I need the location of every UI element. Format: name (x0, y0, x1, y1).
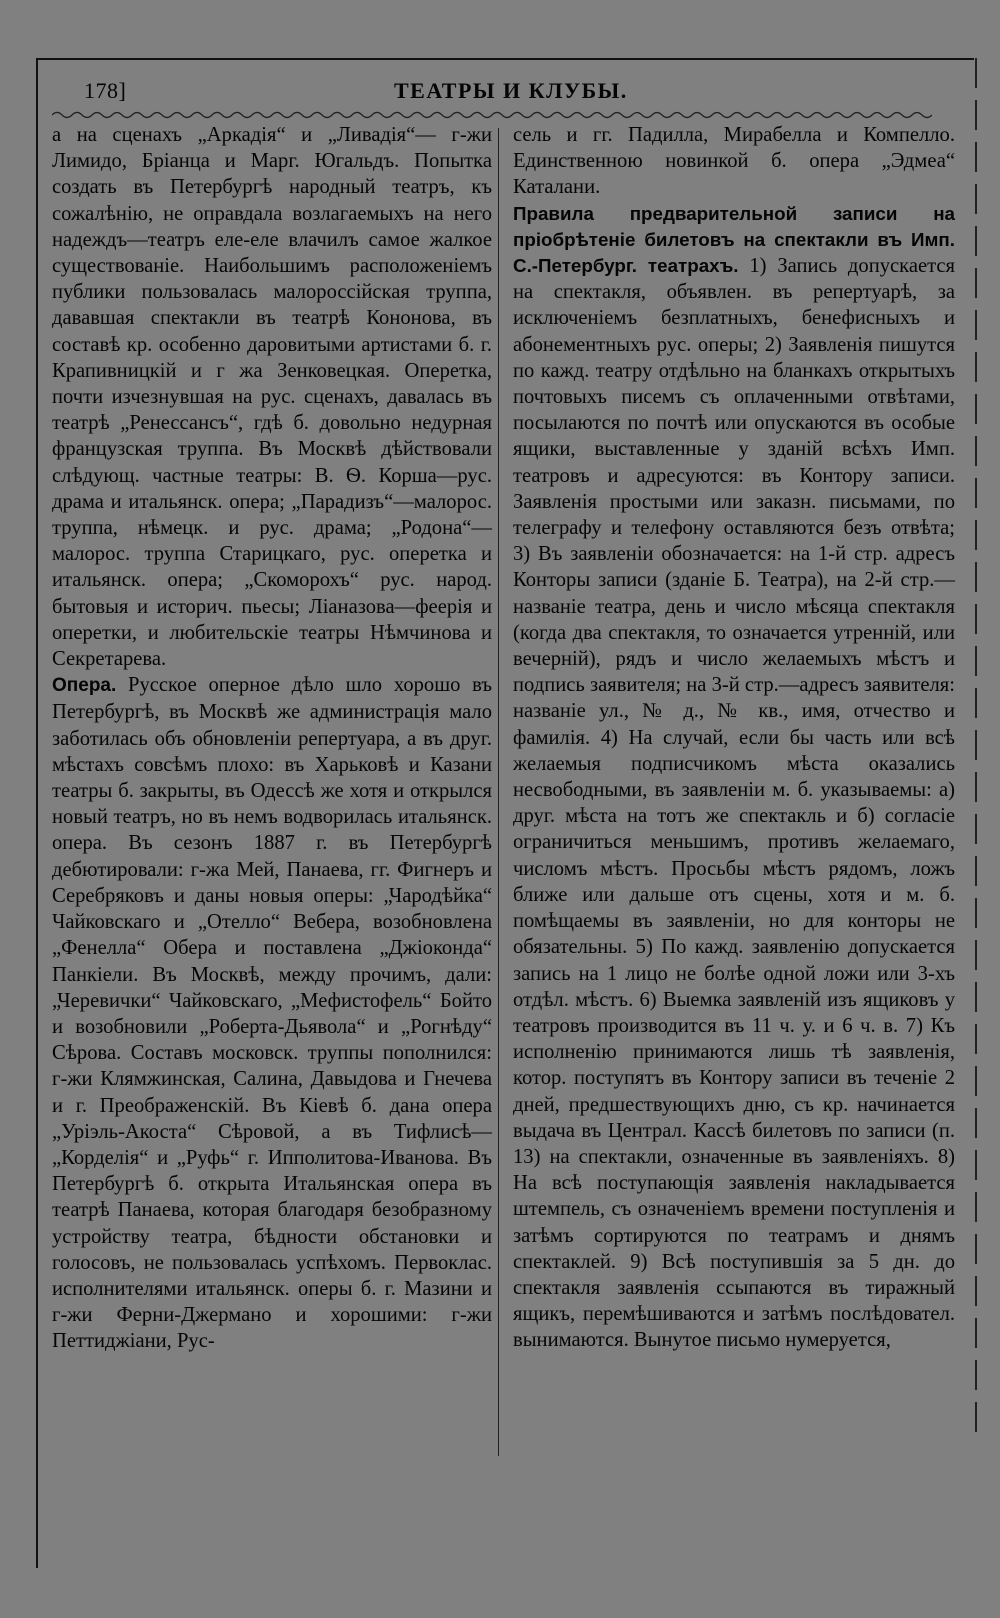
left-paragraph-theatres: а на сценахъ „Аркадія“ и „Ливадія“— г-жи Лимидо, Бріанца и Марг. Югальдъ. Попытка создать въ Петербургѣ народный театръ, къ сожалѣнію, не оправдала возлагаемыхъ на него надеждъ—театръ еле-еле влачилъ самое жалкое существованіе. Наибольшимъ расположеніемъ публики пользовалась малороссійская труппа, дававшая спектакли въ театрѣ Кононова, въ составѣ кр. особенно даровитыми артистами б. г. Крапивницкій и г жа Зенковецкая. Оперетка, почти изчезнувшая на рус. сценахъ, давалась въ театрѣ „Ренессансъ“, гдѣ б. довольно недурная французская труппа. Въ Москвѣ дѣйствовали слѣдующ. частные театры: В. Ѳ. Корша—рус. драма и итальянск. опера; „Парадизъ“—малорос. труппа, нѣмецк. и рус. драма; „Родона“—малорос. труппа Старицкаго, рус. оперетка и итальянск. опера; „Скоморохъ“ рус. народ. бытовыя и историч. пьесы; Ліаназова—феерія и оперетки, и любительскіе театры Нѣмчинова и Секретарева. (52, 124, 492, 671)
page-number: 178] (84, 78, 127, 103)
left-column (52, 122, 492, 1355)
running-title: ТЕАТРЫ И КЛУБЫ. (394, 78, 628, 103)
opera-paragraph-text: Русское оперное дѣло шло хорошо въ Петербургѣ, въ Москвѣ же администрація мало заботилась объ обновленіи репертуара, а въ друг. мѣстахъ совсѣмъ плохо: въ Харьковѣ и Казани театры б. закрыты, въ Одессѣ же хотя и открылся новый театръ, но въ немъ водворилась итальянск. опера. Въ сезонъ 1887 г. въ Петербургѣ дебютировали: г-жа Мей, Панаева, гг. Фигнеръ и Серебряковъ и даны новыя оперы: „Чародѣйка“ Чайковскаго и „Отелло“ Вебера, возобновлена „Фенелла“ Обера и поставлена „Джіоконда“ Панкіели. Въ Москвѣ, между прочимъ, дали: „Черевички“ Чайковскаго, „Мефистофель“ Бойто и возобновили „Роберта-Дьявола“ и „Рогнѣду“ Сѣрова. Составъ московск. труппы пополнился: г-жи Клямжинская, Салина, Давыдова и Гнечева и г. Преображенскій. Въ Кіевѣ б. дана опера „Уріэль-Акоста“ Сѣровой, а въ Тифлисѣ—„Корделія“ и „Руфь“ г. Ипполитова-Иванова. Въ Петербургѣ б. открыта Итальянская опера въ театрѣ Панаева, которая благодаря безобразному устройству театра, бѣдности обстановки и голосовъ, не пользовалась успѣхомъ. Первоклас. исполнителями итальянск. оперы б. г. Мазини и г-жи Ферни-Джермано и хорошими: г-жи Петтиджіани, Рус- (52, 674, 492, 1353)
left-paragraph-opera (52, 672, 492, 1354)
page-right-edge (975, 58, 977, 1438)
rules-heading: Правила предварительной записи на пріобрѣтеніе билетовъ на спектакли въ Имп. С.-Петербург. театрахъ. (513, 202, 955, 277)
right-paragraph-continuation: сель и гг. Падилла, Мирабелла и Компелло. Единственною новинкой б. опера „Эдмеа“ Каталани. (513, 124, 955, 199)
opera-runin-heading: Опера. (52, 675, 117, 697)
header-ornament-rule (52, 110, 932, 120)
page-header (84, 78, 964, 106)
right-paragraph-rules (513, 201, 955, 1354)
rules-text: 1) Запись допускается на спектакля, объявлен. въ репертуарѣ, за исключеніемъ безплатныхъ, бенефисныхъ и абонементныхъ рус. оперы; 2) Заявленія пишутся по кажд. театру отдѣльно на бланкахъ открытыхъ почтовыхъ писемъ съ оплаченными отвѣтами, посылаются по почтѣ или опускаются въ особые ящики, выставленные у зданій всѣхъ Имп. театровъ и адресуются: въ Контору записи. Заявленія простыми или заказн. письмами, по телеграфу и телефону оставляются безъ отвѣта; 3) Въ заявленіи обозначается: на 1-й стр. адресъ Конторы записи (зданіе Б. Театра), на 2-й стр.—названіе театра, день и число мѣсяца спектакля (когда два спектакля, то означается утренній, или вечерній), рядъ и число желаемыхъ мѣстъ и подпись заявителя; на 3-й стр.—адресъ заявителя: названіе ул., № д., № кв., имя, отчество и фамилія. 4) На случай, если бы часть или всѣ желаемыя подписчикомъ мѣста оказались несвободными, въ заявленіи м. б. указываемы: а) друг. мѣста на тотъ же спектакль и б) согласіе ограничиться меньшимъ, противъ желаемаго, числомъ мѣстъ. Просьбы мѣстъ рядомъ, ложъ ближе или дальше отъ сцены, хотя и м. б. помѣщаемы въ заявленіи, но для конторы не обязательны. 5) По кажд. заявленію допускается запись на 1 лицо не болѣе одной ложи или 3-хъ отдѣл. мѣстъ. 6) Выемка заявленій изъ ящиковъ у театровъ производится въ 11 ч. у. и 6 ч. в. 7) Къ исполненію принимаются лишь тѣ заявленія, котор. поступятъ въ Контору записи въ теченіе 2 дней, предшествующихъ дню, съ кр. начинается выдача въ Централ. Кассѣ билетовъ по записи (п. 13) на спектакли, означенные въ заявленіяхъ. 8) На всѣ поступающія заявленія накладывается штемпель, съ означеніемъ времени поступленія и затѣмъ сортируются по театрамъ и днямъ спектаклей. 9) Всѣ поступившія за 5 дн. до спектакля заявленія ссыпаются въ тиражный ящикъ, перемѣшиваются и затѣмъ послѣдовател. вынимаются. Вынутое письмо нумеруется, (513, 255, 955, 1352)
right-column (513, 122, 955, 1354)
column-divider (498, 128, 499, 1456)
